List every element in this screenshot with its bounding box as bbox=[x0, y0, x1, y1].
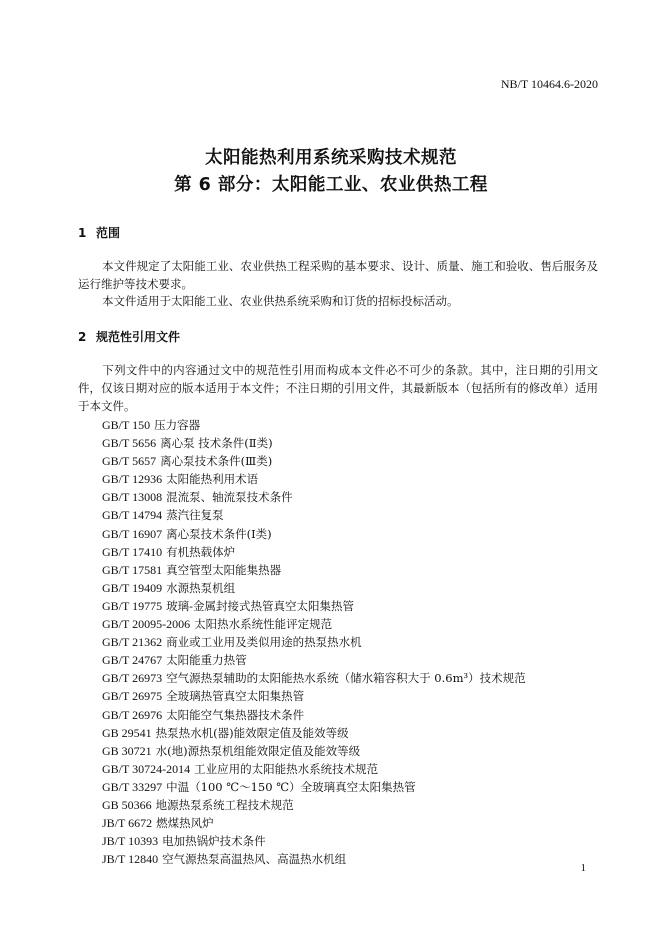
reference-code: GB 50366 bbox=[102, 797, 152, 812]
reference-title: 商业或工业用及类似用途的热泵热水机 bbox=[166, 635, 362, 650]
reference-item bbox=[102, 470, 526, 488]
reference-item bbox=[102, 488, 526, 506]
reference-code: GB/T 20095-2006 bbox=[102, 617, 191, 632]
reference-title: 工业应用的太阳能热水系统技术规范 bbox=[194, 761, 379, 776]
reference-item bbox=[102, 579, 526, 597]
reference-title: 燃煤热风炉 bbox=[156, 816, 214, 831]
reference-title: 离心泵 技术条件(Ⅱ类) bbox=[160, 436, 273, 451]
reference-item bbox=[102, 778, 526, 796]
reference-code: GB/T 150 bbox=[102, 418, 151, 432]
reference-item bbox=[102, 651, 526, 669]
reference-title: 中温（100 ℃～150 ℃）全玻璃真空太阳集热管 bbox=[166, 779, 416, 794]
reference-title: 空气源热泵辅助的太阳能热水系统（储水箱容积大于 0.6m³）技术规范 bbox=[166, 671, 526, 686]
reference-code: GB/T 16907 bbox=[102, 526, 163, 541]
reference-code: GB/T 33297 bbox=[102, 779, 163, 794]
document-subtitle: 第 6 部分：太阳能工业、农业供热工程 bbox=[174, 175, 488, 195]
reference-code: JB/T 10393 bbox=[102, 834, 159, 849]
section-2-number: 2 bbox=[78, 330, 87, 344]
reference-title: 热泵热水机(器)能效限定值及能效等级 bbox=[155, 725, 349, 740]
reference-code: GB/T 5656 bbox=[102, 436, 157, 451]
section-1-heading bbox=[78, 224, 120, 241]
section-1-paragraph-1: 本文件规定了太阳能工业、农业供热工程采购的基本要求、设计、质量、施工和验收、售后服务及运行维护等技术要求。 bbox=[78, 259, 598, 291]
section-1-title: 范围 bbox=[96, 226, 121, 240]
reference-item bbox=[102, 687, 526, 705]
reference-title: 太阳热水系统性能评定规范 bbox=[194, 617, 333, 632]
reference-code: GB/T 5657 bbox=[102, 454, 157, 469]
reference-title: 混流泵、轴流泵技术条件 bbox=[166, 490, 293, 505]
document-title: 太阳能热利用系统采购技术规范 bbox=[205, 148, 457, 168]
reference-title: 太阳能空气集热器技术条件 bbox=[166, 707, 305, 722]
reference-item bbox=[102, 724, 526, 742]
reference-item bbox=[102, 814, 526, 832]
section-1-number: 1 bbox=[78, 226, 87, 240]
reference-title: 离心泵技术条件(Ⅲ类) bbox=[160, 454, 273, 469]
reference-code: GB/T 12936 bbox=[102, 472, 163, 487]
reference-code: GB/T 26973 bbox=[102, 671, 163, 686]
reference-code: GB/T 26975 bbox=[102, 689, 163, 704]
reference-item bbox=[102, 832, 526, 850]
reference-title: 水(地)源热泵机组能效限定值及能效等级 bbox=[155, 743, 361, 758]
reference-code: GB/T 24767 bbox=[102, 653, 163, 668]
reference-title: 地源热泵系统工程技术规范 bbox=[155, 797, 294, 812]
reference-title: 压力容器 bbox=[154, 418, 201, 432]
normative-references-list bbox=[102, 416, 526, 868]
reference-title: 电加热锅炉技术条件 bbox=[162, 834, 266, 849]
reference-code: GB/T 17581 bbox=[102, 562, 163, 577]
reference-item bbox=[102, 506, 526, 524]
reference-item bbox=[102, 452, 526, 470]
standard-code: NB/T 10464.6-2020 bbox=[500, 77, 598, 91]
reference-title: 真空管型太阳能集热器 bbox=[166, 562, 282, 577]
section-2-heading bbox=[78, 328, 180, 345]
reference-item bbox=[102, 742, 526, 760]
reference-code: GB/T 26976 bbox=[102, 707, 163, 722]
reference-item bbox=[102, 416, 526, 434]
reference-title: 蒸汽往复泵 bbox=[166, 508, 224, 523]
reference-title: 空气源热泵高温热风、高温热水机组 bbox=[162, 852, 347, 867]
reference-code: JB/T 6672 bbox=[102, 816, 153, 831]
reference-item bbox=[102, 669, 526, 687]
reference-title: 有机热载体炉 bbox=[166, 544, 236, 559]
section-1-paragraph-2: 本文件适用于太阳能工业、农业供热系统采购和订货的招标投标活动。 bbox=[102, 294, 459, 308]
reference-code: JB/T 12840 bbox=[102, 852, 159, 867]
reference-code: GB/T 19409 bbox=[102, 580, 163, 595]
reference-code: GB 30721 bbox=[102, 743, 152, 758]
reference-title: 水源热泵机组 bbox=[166, 580, 236, 595]
reference-code: GB/T 17410 bbox=[102, 544, 163, 559]
reference-item bbox=[102, 850, 526, 868]
reference-item bbox=[102, 706, 526, 724]
reference-item bbox=[102, 525, 526, 543]
reference-title: 太阳能热利用术语 bbox=[166, 472, 259, 487]
reference-item bbox=[102, 615, 526, 633]
reference-title: 太阳能重力热管 bbox=[166, 653, 247, 668]
section-2-title: 规范性引用文件 bbox=[96, 330, 181, 344]
reference-title: 离心泵技术条件(Ⅰ类) bbox=[166, 526, 272, 541]
section-2-paragraph-1: 下列文件中的内容通过文中的规范性引用而构成本文件必不可少的条款。其中，注日期的引用文件，仅该日期对应的版本适用于本文件；不注日期的引用文件，其最新版本（包括所有的修改单）适用于本文件。 bbox=[78, 363, 598, 413]
reference-code: GB 29541 bbox=[102, 725, 152, 740]
reference-code: GB/T 13008 bbox=[102, 490, 163, 505]
reference-code: GB/T 14794 bbox=[102, 508, 163, 523]
reference-item bbox=[102, 597, 526, 615]
reference-title: 玻璃-金属封接式热管真空太阳集热管 bbox=[166, 598, 355, 613]
reference-code: GB/T 19775 bbox=[102, 598, 163, 613]
reference-title: 全玻璃热管真空太阳集热管 bbox=[166, 689, 305, 704]
page-number: 1 bbox=[580, 862, 586, 874]
reference-item bbox=[102, 543, 526, 561]
reference-code: GB/T 30724-2014 bbox=[102, 761, 191, 776]
reference-item bbox=[102, 796, 526, 814]
reference-item bbox=[102, 760, 526, 778]
reference-item bbox=[102, 633, 526, 651]
reference-item bbox=[102, 561, 526, 579]
reference-code: GB/T 21362 bbox=[102, 635, 163, 650]
reference-item bbox=[102, 434, 526, 452]
